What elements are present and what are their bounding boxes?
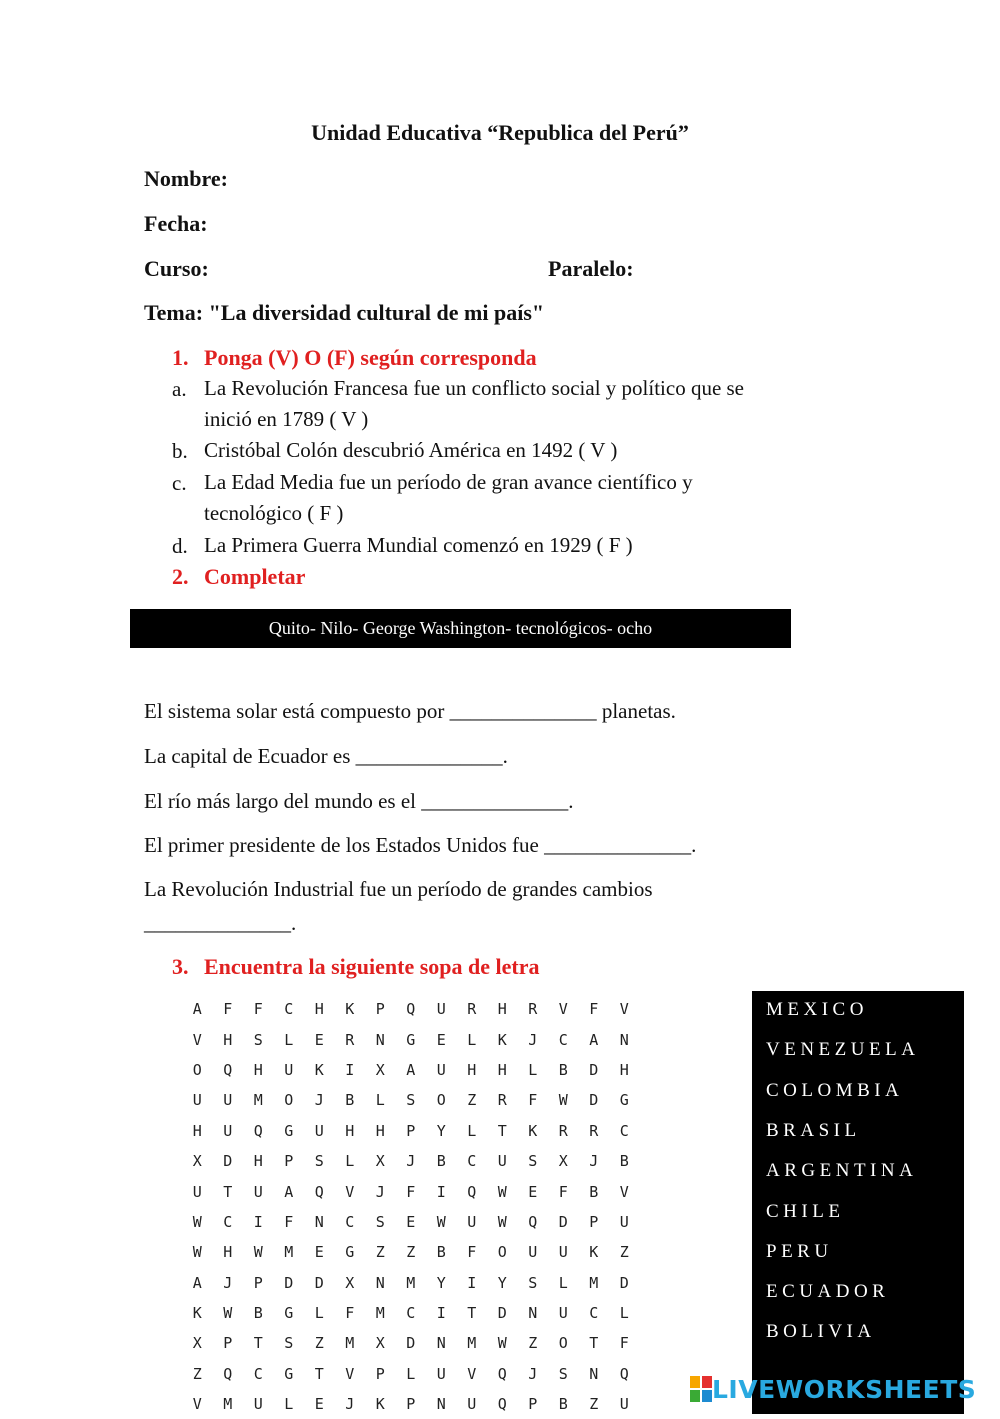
grid-row	[182, 994, 640, 1024]
grid-letter[interactable]: C	[345, 1212, 355, 1231]
grid-letter[interactable]: A	[192, 1000, 202, 1019]
logo-text: LIVEWORKSHEETS	[712, 1374, 977, 1404]
item-c-line2: tecnológico ( F )	[204, 501, 344, 525]
grid-letter[interactable]: P	[406, 1121, 416, 1140]
grid-letter[interactable]: T	[589, 1334, 599, 1353]
grid-letter[interactable]: K	[497, 1030, 507, 1049]
grid-letter[interactable]: Y	[436, 1273, 446, 1292]
country-item: ECUADOR	[766, 1281, 890, 1303]
grid-letter[interactable]: J	[314, 1091, 324, 1110]
grid-letter[interactable]: U	[436, 1364, 446, 1383]
grid-letter[interactable]: W	[497, 1334, 507, 1353]
grid-letter[interactable]: U	[192, 1182, 202, 1201]
grid-letter[interactable]: U	[558, 1304, 568, 1323]
grid-letter[interactable]: U	[223, 1091, 233, 1110]
grid-letter[interactable]: S	[375, 1212, 385, 1231]
grid-letter[interactable]: F	[528, 1091, 538, 1110]
grid-letter[interactable]: Q	[619, 1364, 629, 1383]
grid-letter[interactable]: H	[253, 1060, 263, 1079]
grid-letter[interactable]: X	[192, 1152, 202, 1171]
grid-letter[interactable]: Z	[589, 1395, 599, 1414]
grid-letter[interactable]: V	[558, 1000, 568, 1019]
grid-letter[interactable]: M	[223, 1395, 233, 1414]
grid-row	[182, 1359, 640, 1389]
grid-letter[interactable]: I	[436, 1182, 446, 1201]
grid-letter[interactable]: V	[345, 1364, 355, 1383]
grid-letter[interactable]: J	[223, 1273, 233, 1292]
grid-letter[interactable]: O	[497, 1243, 507, 1262]
grid-letter[interactable]: N	[375, 1030, 385, 1049]
grid-letter[interactable]: L	[406, 1364, 416, 1383]
grid-letter[interactable]: S	[558, 1364, 568, 1383]
grid-letter[interactable]: B	[558, 1060, 568, 1079]
item-d-text: La Primera Guerra Mundial comenzó en 1929 ( F )	[204, 533, 633, 557]
grid-letter[interactable]: P	[253, 1273, 263, 1292]
item-c-letter: c.	[172, 471, 187, 495]
grid-letter[interactable]: M	[284, 1243, 294, 1262]
grid-letter[interactable]: X	[375, 1152, 385, 1171]
grid-letter[interactable]: M	[345, 1334, 355, 1353]
grid-row	[182, 1389, 640, 1419]
grid-letter[interactable]: Z	[314, 1334, 324, 1353]
grid-letter[interactable]: N	[436, 1334, 446, 1353]
word-bank: Quito- Nilo- George Washington- tecnológicos- ocho	[130, 609, 791, 648]
grid-letter[interactable]: U	[558, 1243, 568, 1262]
section1-title: Ponga (V) O (F) según corresponda	[204, 345, 537, 370]
grid-letter[interactable]: L	[284, 1395, 294, 1414]
grid-letter[interactable]: U	[467, 1395, 477, 1414]
grid-row	[182, 1237, 640, 1267]
grid-letter[interactable]: L	[375, 1091, 385, 1110]
grid-letter[interactable]: F	[253, 1000, 263, 1019]
grid-letter[interactable]: Q	[528, 1212, 538, 1231]
grid-letter[interactable]: E	[314, 1395, 324, 1414]
grid-row	[182, 1085, 640, 1115]
grid-letter[interactable]: N	[528, 1304, 538, 1323]
grid-letter[interactable]: K	[528, 1121, 538, 1140]
grid-letter[interactable]: V	[192, 1030, 202, 1049]
country-item: MEXICO	[766, 999, 868, 1020]
grid-letter[interactable]: H	[619, 1060, 629, 1079]
grid-letter[interactable]: M	[467, 1334, 477, 1353]
grid-letter[interactable]: A	[284, 1182, 294, 1201]
section2-number: 2.	[172, 564, 189, 589]
grid-letter[interactable]: W	[558, 1091, 568, 1110]
item-a-line2: inició en 1789 ( V )	[204, 407, 369, 431]
grid-letter[interactable]: W	[497, 1212, 507, 1231]
grid-letter[interactable]: U	[467, 1212, 477, 1231]
grid-letter[interactable]: N	[589, 1364, 599, 1383]
liveworksheets-icon	[690, 1376, 712, 1402]
section3-number: 3.	[172, 954, 189, 979]
grid-letter[interactable]: F	[467, 1243, 477, 1262]
grid-letter[interactable]: L	[467, 1121, 477, 1140]
fecha-label: Fecha:	[144, 211, 208, 236]
grid-letter[interactable]: H	[253, 1152, 263, 1171]
grid-letter[interactable]: W	[497, 1182, 507, 1201]
grid-row	[182, 1055, 640, 1085]
grid-letter[interactable]: C	[253, 1364, 263, 1383]
grid-letter[interactable]: G	[619, 1091, 629, 1110]
grid-letter[interactable]: D	[406, 1334, 416, 1353]
grid-letter[interactable]: Q	[223, 1060, 233, 1079]
grid-letter[interactable]: P	[528, 1395, 538, 1414]
grid-letter[interactable]: M	[589, 1273, 599, 1292]
grid-row	[182, 1116, 640, 1146]
grid-letter[interactable]: U	[497, 1152, 507, 1171]
grid-letter[interactable]: O	[284, 1091, 294, 1110]
grid-letter[interactable]: H	[345, 1121, 355, 1140]
grid-letter[interactable]: L	[345, 1152, 355, 1171]
item-c-text	[204, 467, 824, 529]
country-item: VENEZUELA	[766, 1039, 920, 1061]
grid-letter[interactable]: B	[436, 1243, 446, 1262]
grid-letter[interactable]: D	[497, 1304, 507, 1323]
grid-letter[interactable]: D	[284, 1273, 294, 1292]
sentence-2: La capital de Ecuador es ______________.	[144, 744, 508, 768]
grid-letter[interactable]: E	[314, 1030, 324, 1049]
country-item: BRASIL	[766, 1119, 861, 1141]
grid-letter[interactable]: H	[375, 1121, 385, 1140]
sentence-5: La Revolución Industrial fue un período de grandes cambios	[144, 877, 653, 901]
grid-letter[interactable]: K	[192, 1304, 202, 1323]
grid-row	[182, 1207, 640, 1237]
grid-letter[interactable]: A	[406, 1060, 416, 1079]
grid-row	[182, 1146, 640, 1176]
grid-letter[interactable]: F	[345, 1304, 355, 1323]
grid-letter[interactable]: O	[558, 1334, 568, 1353]
item-b-text: Cristóbal Colón descubrió América en 1492 ( V )	[204, 438, 618, 462]
grid-letter[interactable]: F	[223, 1000, 233, 1019]
grid-letter[interactable]: U	[436, 1000, 446, 1019]
grid-letter[interactable]: H	[497, 1000, 507, 1019]
grid-letter[interactable]: G	[284, 1121, 294, 1140]
grid-row	[182, 1328, 640, 1358]
grid-letter[interactable]: F	[619, 1334, 629, 1353]
grid-letter[interactable]: Z	[192, 1364, 202, 1383]
grid-letter[interactable]: L	[467, 1030, 477, 1049]
grid-letter[interactable]: L	[284, 1030, 294, 1049]
grid-letter[interactable]: T	[223, 1182, 233, 1201]
grid-letter[interactable]: L	[619, 1304, 629, 1323]
grid-letter[interactable]: P	[284, 1152, 294, 1171]
grid-letter[interactable]: U	[528, 1243, 538, 1262]
grid-row	[182, 1268, 640, 1298]
grid-letter[interactable]: V	[619, 1000, 629, 1019]
grid-letter[interactable]: F	[406, 1182, 416, 1201]
grid-letter[interactable]: T	[497, 1121, 507, 1140]
grid-letter[interactable]: V	[467, 1364, 477, 1383]
grid-letter[interactable]: H	[314, 1000, 324, 1019]
grid-letter[interactable]: C	[619, 1121, 629, 1140]
grid-letter[interactable]: R	[497, 1091, 507, 1110]
grid-letter[interactable]: P	[223, 1334, 233, 1353]
grid-letter[interactable]: Q	[406, 1000, 416, 1019]
country-item: BOLIVIA	[766, 1321, 876, 1343]
grid-letter[interactable]: O	[436, 1091, 446, 1110]
grid-letter[interactable]: P	[375, 1000, 385, 1019]
grid-letter[interactable]: X	[192, 1334, 202, 1353]
grid-letter[interactable]: Z	[619, 1243, 629, 1262]
grid-letter[interactable]: X	[558, 1152, 568, 1171]
grid-letter[interactable]: E	[528, 1182, 538, 1201]
country-item: CHILE	[766, 1200, 845, 1222]
grid-letter[interactable]: B	[589, 1182, 599, 1201]
grid-letter[interactable]: R	[345, 1030, 355, 1049]
grid-letter[interactable]: M	[253, 1091, 263, 1110]
grid-letter[interactable]: I	[253, 1212, 263, 1231]
grid-letter[interactable]: B	[619, 1152, 629, 1171]
grid-letter[interactable]: Q	[497, 1364, 507, 1383]
grid-letter[interactable]: Z	[406, 1243, 416, 1262]
grid-letter[interactable]: I	[467, 1273, 477, 1292]
sentence-5-blank: ______________.	[144, 911, 297, 935]
grid-letter[interactable]: R	[528, 1000, 538, 1019]
grid-letter[interactable]: R	[467, 1000, 477, 1019]
grid-letter[interactable]: U	[253, 1395, 263, 1414]
grid-letter[interactable]: K	[589, 1243, 599, 1262]
grid-letter[interactable]: H	[497, 1060, 507, 1079]
grid-letter[interactable]: B	[253, 1304, 263, 1323]
grid-letter[interactable]: Q	[497, 1395, 507, 1414]
grid-letter[interactable]: D	[223, 1152, 233, 1171]
grid-letter[interactable]: N	[619, 1030, 629, 1049]
grid-letter[interactable]: X	[345, 1273, 355, 1292]
grid-letter[interactable]: G	[406, 1030, 416, 1049]
country-list	[752, 991, 964, 1414]
grid-row	[182, 1298, 640, 1328]
grid-letter[interactable]: D	[589, 1060, 599, 1079]
grid-letter[interactable]: U	[619, 1395, 629, 1414]
grid-letter[interactable]: G	[345, 1243, 355, 1262]
grid-letter[interactable]: V	[619, 1182, 629, 1201]
grid-letter[interactable]: C	[467, 1152, 477, 1171]
grid-letter[interactable]: D	[558, 1212, 568, 1231]
grid-letter[interactable]: X	[375, 1334, 385, 1353]
grid-row	[182, 1024, 640, 1054]
grid-letter[interactable]: T	[314, 1364, 324, 1383]
grid-letter[interactable]: W	[192, 1212, 202, 1231]
item-b-letter: b.	[172, 439, 188, 463]
grid-letter[interactable]: U	[436, 1060, 446, 1079]
grid-letter[interactable]: H	[223, 1243, 233, 1262]
sentence-1: El sistema solar está compuesto por ______________ planetas.	[144, 699, 676, 723]
grid-letter[interactable]: J	[528, 1364, 538, 1383]
item-d-letter: d.	[172, 534, 188, 558]
sentence-3: El río más largo del mundo es el ______________.	[144, 789, 574, 813]
grid-letter[interactable]: S	[406, 1091, 416, 1110]
grid-letter[interactable]: V	[345, 1182, 355, 1201]
grid-letter[interactable]: D	[619, 1273, 629, 1292]
nombre-label: Nombre:	[144, 166, 228, 191]
grid-letter[interactable]: Z	[467, 1091, 477, 1110]
grid-letter[interactable]: H	[192, 1121, 202, 1140]
grid-letter[interactable]: S	[253, 1030, 263, 1049]
grid-letter[interactable]: R	[558, 1121, 568, 1140]
paralelo-label: Paralelo:	[548, 256, 634, 281]
grid-letter[interactable]: A	[589, 1030, 599, 1049]
country-item: ARGENTINA	[766, 1160, 918, 1182]
grid-letter[interactable]: D	[589, 1091, 599, 1110]
grid-letter[interactable]: S	[528, 1273, 538, 1292]
grid-letter[interactable]: C	[558, 1030, 568, 1049]
grid-row	[182, 1176, 640, 1206]
grid-letter[interactable]: N	[375, 1273, 385, 1292]
grid-letter[interactable]: B	[436, 1152, 446, 1171]
sentence-4: El primer presidente de los Estados Unidos fue ______________.	[144, 833, 697, 857]
grid-letter[interactable]: V	[192, 1395, 202, 1414]
grid-letter[interactable]: W	[192, 1243, 202, 1262]
grid-letter[interactable]: I	[345, 1060, 355, 1079]
grid-letter[interactable]: N	[314, 1212, 324, 1231]
grid-letter[interactable]: W	[223, 1304, 233, 1323]
grid-letter[interactable]: I	[436, 1304, 446, 1323]
grid-letter[interactable]: G	[284, 1364, 294, 1383]
grid-letter[interactable]: O	[192, 1060, 202, 1079]
liveworksheets-logo	[690, 1372, 976, 1406]
grid-letter[interactable]: J	[589, 1152, 599, 1171]
grid-letter[interactable]: J	[528, 1030, 538, 1049]
grid-letter[interactable]: N	[436, 1395, 446, 1414]
grid-letter[interactable]: E	[314, 1243, 324, 1262]
grid-letter[interactable]: S	[284, 1334, 294, 1353]
grid-letter[interactable]: Z	[528, 1334, 538, 1353]
item-a-letter: a.	[172, 377, 187, 401]
grid-letter[interactable]: M	[406, 1273, 416, 1292]
grid-letter[interactable]: E	[406, 1212, 416, 1231]
school-title: Unidad Educativa “Republica del Perú”	[311, 120, 689, 145]
grid-letter[interactable]: S	[528, 1152, 538, 1171]
item-c-line1: La Edad Media fue un período de gran avance científico y	[204, 470, 693, 494]
grid-letter[interactable]: H	[223, 1030, 233, 1049]
grid-letter[interactable]: P	[375, 1364, 385, 1383]
section3-title: Encuentra la siguiente sopa de letra	[204, 954, 540, 979]
grid-letter[interactable]: B	[345, 1091, 355, 1110]
country-item: COLOMBIA	[766, 1079, 904, 1101]
grid-letter[interactable]: A	[192, 1273, 202, 1292]
topic-label: Tema: "La diversidad cultural de mi país"	[144, 300, 545, 325]
grid-letter[interactable]: Q	[253, 1121, 263, 1140]
grid-letter[interactable]: Q	[467, 1182, 477, 1201]
word-search-grid	[182, 994, 640, 1419]
grid-letter[interactable]: J	[406, 1152, 416, 1171]
item-a-line1: La Revolución Francesa fue un conflicto social y político que se	[204, 376, 745, 400]
grid-letter[interactable]: M	[375, 1304, 385, 1323]
grid-letter[interactable]: U	[223, 1121, 233, 1140]
grid-letter[interactable]: Q	[314, 1182, 324, 1201]
grid-letter[interactable]: D	[314, 1273, 324, 1292]
grid-letter[interactable]: E	[436, 1030, 446, 1049]
grid-letter[interactable]: Q	[223, 1364, 233, 1383]
grid-letter[interactable]: P	[406, 1395, 416, 1414]
grid-letter[interactable]: T	[467, 1304, 477, 1323]
grid-letter[interactable]: H	[467, 1060, 477, 1079]
grid-letter[interactable]: K	[375, 1395, 385, 1414]
grid-letter[interactable]: U	[192, 1091, 202, 1110]
grid-letter[interactable]: K	[314, 1060, 324, 1079]
grid-letter[interactable]: S	[314, 1152, 324, 1171]
grid-letter[interactable]: C	[223, 1212, 233, 1231]
grid-letter[interactable]: J	[345, 1395, 355, 1414]
grid-letter[interactable]: Y	[436, 1121, 446, 1140]
grid-letter[interactable]: Z	[375, 1243, 385, 1262]
grid-letter[interactable]: Y	[497, 1273, 507, 1292]
item-a-text	[204, 373, 824, 435]
grid-letter[interactable]: F	[589, 1000, 599, 1019]
grid-letter[interactable]: U	[619, 1212, 629, 1231]
grid-letter[interactable]: W	[253, 1243, 263, 1262]
grid-letter[interactable]: U	[253, 1182, 263, 1201]
grid-letter[interactable]: K	[345, 1000, 355, 1019]
section2-title: Completar	[204, 564, 306, 589]
grid-letter[interactable]: F	[558, 1182, 568, 1201]
grid-letter[interactable]: L	[528, 1060, 538, 1079]
grid-letter[interactable]: B	[558, 1395, 568, 1414]
grid-letter[interactable]: C	[284, 1000, 294, 1019]
grid-letter[interactable]: L	[558, 1273, 568, 1292]
country-item: PERU	[766, 1240, 833, 1262]
grid-letter[interactable]: R	[589, 1121, 599, 1140]
grid-letter[interactable]: G	[284, 1304, 294, 1323]
grid-letter[interactable]: U	[314, 1121, 324, 1140]
grid-letter[interactable]: C	[406, 1304, 416, 1323]
curso-label: Curso:	[144, 256, 209, 281]
grid-letter[interactable]: J	[375, 1182, 385, 1201]
section1-number: 1.	[172, 345, 189, 370]
grid-letter[interactable]: P	[589, 1212, 599, 1231]
grid-letter[interactable]: F	[284, 1212, 294, 1231]
grid-letter[interactable]: U	[284, 1060, 294, 1079]
grid-letter[interactable]: T	[253, 1334, 263, 1353]
grid-letter[interactable]: C	[589, 1304, 599, 1323]
grid-letter[interactable]: W	[436, 1212, 446, 1231]
grid-letter[interactable]: X	[375, 1060, 385, 1079]
grid-letter[interactable]: L	[314, 1304, 324, 1323]
